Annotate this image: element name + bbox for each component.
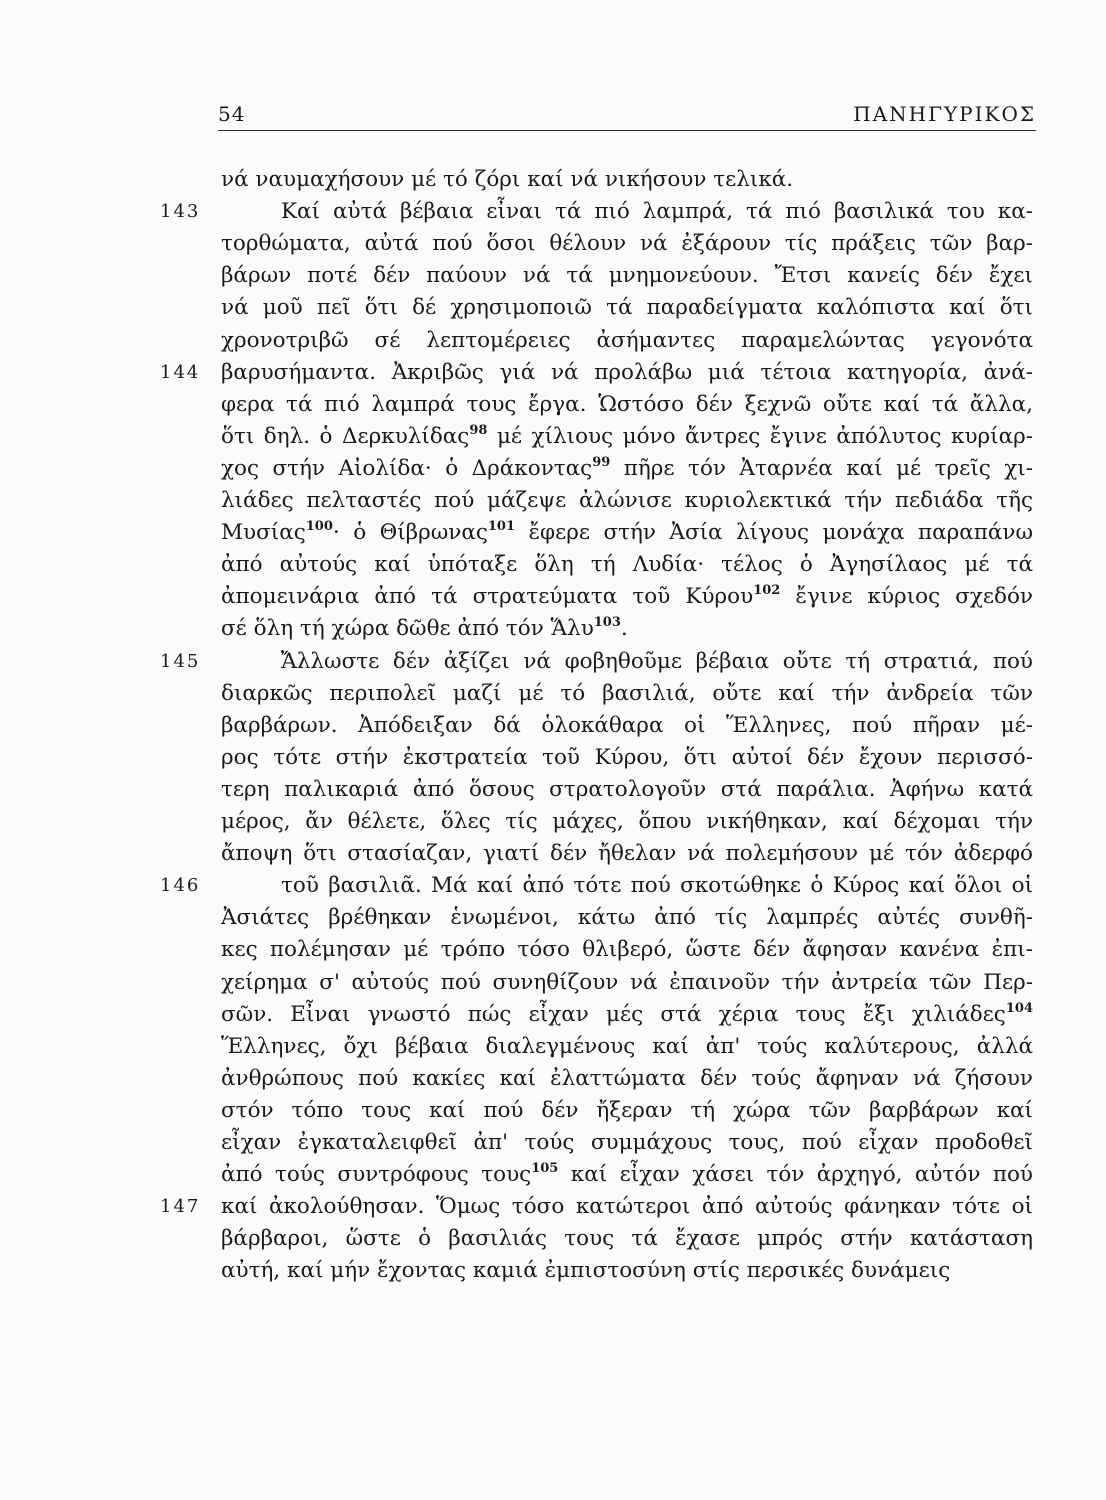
line-text: ἀπό αὐτούς καί ὑπόταξε ὅλη τή Λυδία· τέλος ὁ Ἀγησίλαος μέ τά xyxy=(221,552,1033,578)
text-line xyxy=(221,164,1033,196)
section-number: 145 xyxy=(160,650,201,672)
text-line xyxy=(221,292,1033,324)
text-line xyxy=(221,1223,1033,1255)
text-line xyxy=(221,517,1033,549)
footnote-ref: 100 xyxy=(305,519,333,535)
text-line xyxy=(221,196,1033,228)
line-text: ρος τότε στήν ἐκστρατεία τοῦ Κύρου, ὅτι αὐτοί δέν ἔχουν περισσό- xyxy=(221,744,1033,770)
text-line xyxy=(221,710,1033,742)
text-line xyxy=(221,325,1033,357)
line-text: ἀνθρώπους πού κακίες καί ἐλαττώματα δέν τούς ἄφηναν νά ζήσουν xyxy=(221,1065,1033,1091)
text-line xyxy=(221,1255,1033,1287)
footnote-ref: 102 xyxy=(753,583,781,599)
line-text: σέ ὅλη τή χώρα δῶθε ἀπό τόν Ἅλυ xyxy=(221,616,594,642)
text-line xyxy=(221,581,1033,613)
line-text: Μυσίας xyxy=(221,520,306,546)
line-text: κες πολέμησαν μέ τρόπο τόσο θλιβερό, ὥστε δέν ἄφησαν κανένα ἐπι- xyxy=(221,937,1033,963)
line-text: . xyxy=(620,616,628,642)
line-text: ἔγινε κύριος σχεδόν xyxy=(780,584,1033,610)
line-text: Ἕλληνες, ὄχι βέβαια διαλεγμένους καί ἀπ' τούς καλύτερους, ἀλλά xyxy=(221,1033,1033,1059)
footnote-ref: 104 xyxy=(1005,1000,1033,1016)
text-line xyxy=(221,678,1033,710)
line-text: διαρκῶς περιπολεῖ μαζί μέ τό βασιλιά, οὔτε καί τήν ἀνδρεία τῶν xyxy=(221,680,1033,706)
text-line xyxy=(221,485,1033,517)
line-text: λιάδες πελταστές πού μάζεψε ἀλώνισε κυριολεκτικά τήν πεδιάδα τῆς xyxy=(221,488,1033,513)
line-text: ἀπό τούς συντρόφους τους xyxy=(221,1162,532,1188)
footnote-ref: 99 xyxy=(592,454,611,470)
line-text: Ἄλλωστε δέν ἀξίζει νά φοβηθοῦμε βέβαια οὔτε τή στρατιά, πού xyxy=(281,648,1033,674)
text-line xyxy=(221,1191,1033,1223)
line-text: ὅτι δηλ. ὁ Δερκυλίδας xyxy=(221,423,470,449)
line-text: βάρων ποτέ δέν παύουν νά τά μνημονεύουν. Ἔτσι κανείς δέν ἔχει xyxy=(221,263,1033,289)
text-line xyxy=(221,806,1033,838)
line-text: βαρβάρων. Ἀπόδειξαν δά ὁλοκάθαρα οἱ Ἕλληνες, πού πῆραν μέ- xyxy=(221,712,1033,738)
text-line xyxy=(221,260,1033,292)
line-text: χρονοτριβῶ σέ λεπτομέρειες ἀσήμαντες παραμελώντας γεγονότα xyxy=(221,327,1033,353)
text-line xyxy=(221,967,1033,999)
line-text: χείρημα σ' αὐτούς πού συνηθίζουν νά ἐπαινοῦν τήν ἀντρεία τῶν Περ- xyxy=(221,969,1033,995)
text-line xyxy=(221,902,1033,934)
text-line xyxy=(221,357,1033,389)
text-line xyxy=(221,742,1033,774)
text-line xyxy=(221,1063,1033,1095)
section-number: 144 xyxy=(160,361,201,383)
line-text: ἔφερε στήν Ἀσία λίγους μονάχα παραπάνω xyxy=(515,520,1034,546)
text-line xyxy=(221,934,1033,966)
page-number: 54 xyxy=(218,102,246,126)
line-text: βάρβαροι, ὥστε ὁ βασιλιάς τους τά ἔχασε μπρός στήν κατάσταση xyxy=(221,1226,1033,1252)
section-number: 143 xyxy=(160,201,201,223)
text-line xyxy=(221,1159,1033,1191)
line-text: αὐτή, καί μήν ἔχοντας καμιά ἐμπιστοσύνη στίς περσικές δυνάμεις xyxy=(221,1258,951,1284)
line-text: εἶχαν ἐγκαταλειφθεῖ ἀπ' τούς συμμάχους τους, πού εἶχαν προδοθεῖ xyxy=(221,1130,1033,1155)
text-line xyxy=(221,838,1033,870)
line-text: καί ἀκολούθησαν. Ὅμως τόσο κατώτεροι ἀπό αὐτούς φάνηκαν τότε οἱ xyxy=(221,1194,1033,1220)
text-line xyxy=(221,228,1033,260)
text-line xyxy=(221,1031,1033,1063)
line-text: · ὁ Θίβρωνας xyxy=(332,520,488,546)
line-text: νά μοῦ πεῖ ὅτι δέ χρησιμοποιῶ τά παραδείγματα καλόπιστα καί ὅτι xyxy=(221,295,1033,321)
line-text: καί εἶχαν χάσει τόν ἀρχηγό, αὐτόν πού xyxy=(558,1162,1033,1188)
line-text: ἄποψη ὅτι στασίαζαν, γιατί δέν ἤθελαν νά πολεμήσουν μέ τόν ἀδερφό xyxy=(221,841,1033,867)
text-line xyxy=(221,1095,1033,1127)
running-title: ΠΑΝΗΓΥΡΙΚΟΣ xyxy=(853,102,1036,126)
line-text: πῆρε τόν Ἀταρνέα καί μέ τρεῖς χι- xyxy=(610,455,1033,481)
line-text: Καί αὐτά βέβαια εἶναι τά πιό λαμπρά, τά πιό βασιλικά του κα- xyxy=(281,199,1033,225)
line-text: Ἀσιάτες βρέθηκαν ἑνωμένοι, κάτω ἀπό τίς λαμπρές αὐτές συνθῆ- xyxy=(221,905,1033,931)
line-text: νά ναυμαχήσουν μέ τό ζόρι καί νά νικήσουν τελικά. xyxy=(221,167,794,192)
line-text: βαρυσήμαντα. Ἀκριβῶς γιά νά προλάβω μιά τέτοια κατηγορία, ἀνά- xyxy=(221,359,1033,385)
section-number: 146 xyxy=(160,875,201,897)
text-line xyxy=(221,389,1033,421)
line-text: τερη παλικαριά ἀπό ὅσους στρατολογοῦν στά παράλια. Ἀφήνω κατά xyxy=(221,776,1033,802)
section-number: 147 xyxy=(160,1196,201,1218)
footnote-ref: 101 xyxy=(487,519,516,535)
line-text: φερα τά πιό λαμπρά τους ἔργα. Ὡστόσο δέν ξεχνῶ οὔτε καί τά ἄλλα, xyxy=(221,391,1033,417)
line-text: χος στήν Αἰολίδα· ὁ Δράκοντας xyxy=(221,455,593,481)
text-line xyxy=(221,549,1033,581)
line-text: μέ χίλιους μόνο ἄντρες ἔγινε ἀπόλυτος κυρίαρ- xyxy=(487,423,1034,449)
footnote-ref: 105 xyxy=(531,1161,559,1177)
line-text: ἀπομεινάρια ἀπό τά στρατεύματα τοῦ Κύρου xyxy=(221,584,754,610)
text-line xyxy=(221,1127,1033,1159)
line-text: σῶν. Εἶναι γνωστό πώς εἶχαν μές στά χέρια τους ἔξι χιλιάδες xyxy=(221,1001,1006,1027)
line-text: μέρος, ἄν θέλετε, ὅλες τίς μάχες, ὅπου νικήθηκαν, καί δέχομαι τήν xyxy=(221,809,1033,834)
text-line xyxy=(221,870,1033,902)
line-text: στόν τόπο τους καί πού δέν ἤξεραν τή χώρα τῶν βαρβάρων καί xyxy=(221,1097,1033,1123)
line-text: τοῦ βασιλιᾶ. Μά καί ἀπό τότε πού σκοτώθηκε ὁ Κύρος καί ὅλοι οἱ xyxy=(281,873,1033,899)
text-line xyxy=(221,421,1033,453)
text-line xyxy=(221,999,1033,1031)
text-line xyxy=(221,453,1033,485)
footnote-ref: 103 xyxy=(593,615,621,631)
line-text: τορθώματα, αὐτά πού ὅσοι θέλουν νά ἐξάρουν τίς πράξεις τῶν βαρ- xyxy=(221,231,1033,257)
footnote-ref: 98 xyxy=(469,422,488,438)
text-line xyxy=(221,646,1033,678)
text-line xyxy=(221,774,1033,806)
text-line xyxy=(221,613,1033,645)
